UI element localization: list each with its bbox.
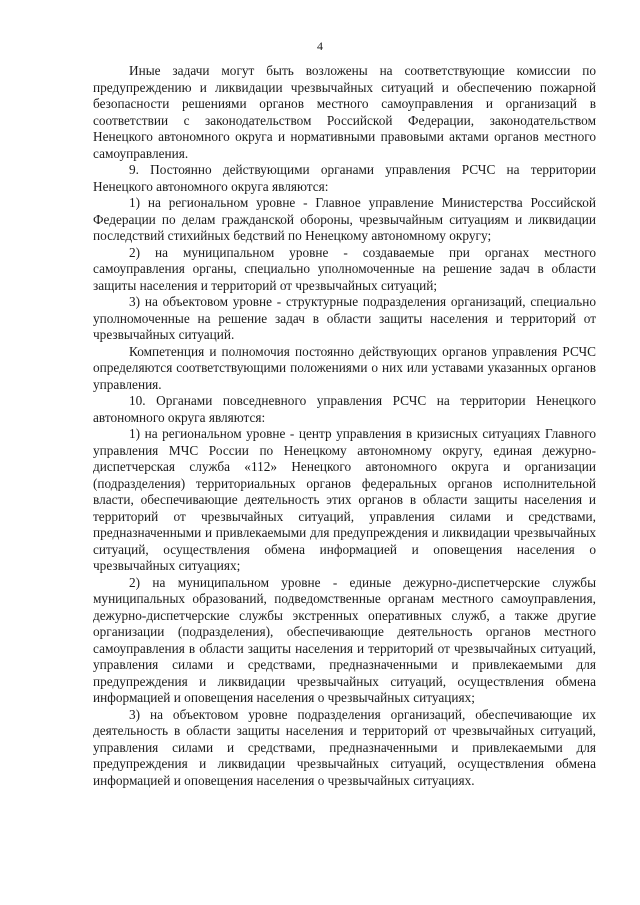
paragraph-clause-9-item-3: 3) на объектовом уровне - структурные подразделения организаций, специально уполномоченные на решение задач в области защиты населения и территорий от чрезвычайных ситуаций. xyxy=(93,294,596,342)
paragraph-clause-9-item-2: 2) на муниципальном уровне - создаваемые при органах местного самоуправления органы, специально уполномоченные на решение задач в области защиты населения и территорий от чрезвычайных ситуаций; xyxy=(93,244,596,293)
paragraph-clause-10-intro: 10. Органами повседневного управления РСЧС на территории Ненецкого автономного округа являются: xyxy=(93,393,596,425)
paragraph-clause-10-item-1: 1) на региональном уровне - центр управления в кризисных ситуациях Главного управления МЧС России по Ненецкому автономному округу, единая дежурно-диспетчерская служба «112» Ненецкого автономного округа и организации (подразделения) территориальных органов федеральных органов исполнительной власти, обеспечивающие деятельность этих органов в области защиты населения и территорий от чрезвычайных ситуаций, управления силами и средствами, предназначенными и привлекаемыми для предупреждения и ликвидации чрезвычайных ситуаций, осуществления обмена информацией и оповещения населения о чрезвычайных ситуациях; xyxy=(93,426,596,573)
paragraph-clause-10-item-3: 3) на объектовом уровне подразделения организаций, обеспечивающие их деятельность в области защиты населения и территорий от чрезвычайных ситуаций, управления силами и средствами, предназначенными и привлекаемыми для предупреждения и ликвидации чрезвычайных ситуаций, осуществления обмена информацией и оповещения населения о чрезвычайных ситуациях. xyxy=(93,706,596,788)
document-body xyxy=(93,63,596,789)
paragraph-competence: Компетенция и полномочия постоянно действующих органов управления РСЧС определяются соответствующими положениями о них или уставами указанных органов управления. xyxy=(93,343,596,392)
paragraph-clause-10-item-2: 2) на муниципальном уровне - единые дежурно-диспетчерские службы муниципальных образований, подведомственные органам местного самоуправления, дежурно-диспетчерские службы экстренных оперативных служб, а также другие организации (подразделения), обеспечивающие деятельность органов местного самоуправления в области защиты населения и территорий от чрезвычайных ситуаций, управления силами и средствами, предназначенными и привлекаемыми для предупреждения и ликвидации чрезвычайных ситуаций, осуществления обмена информацией и оповещения населения о чрезвычайных ситуациях; xyxy=(93,574,596,705)
paragraph-clause-9-intro: 9. Постоянно действующими органами управления РСЧС на территории Ненецкого автономного округа являются: xyxy=(93,162,596,194)
page-number: 4 xyxy=(317,39,323,53)
paragraph-other-tasks: Иные задачи могут быть возложены на соответствующие комиссии по предупреждению и ликвидации чрезвычайных ситуаций и обеспечению пожарной безопасности решениями органов местного самоуправления и организаций в соответствии с законодательством Российской Федерации, законодательством Ненецкого автономного округа и нормативными правовыми актами органов местного самоуправления. xyxy=(93,63,596,161)
paragraph-clause-9-item-1: 1) на региональном уровне - Главное управление Министерства Российской Федерации по делам гражданской обороны, чрезвычайным ситуациям и ликвидации последствий стихийных бедствий по Ненецкому автономному округу; xyxy=(93,195,596,243)
